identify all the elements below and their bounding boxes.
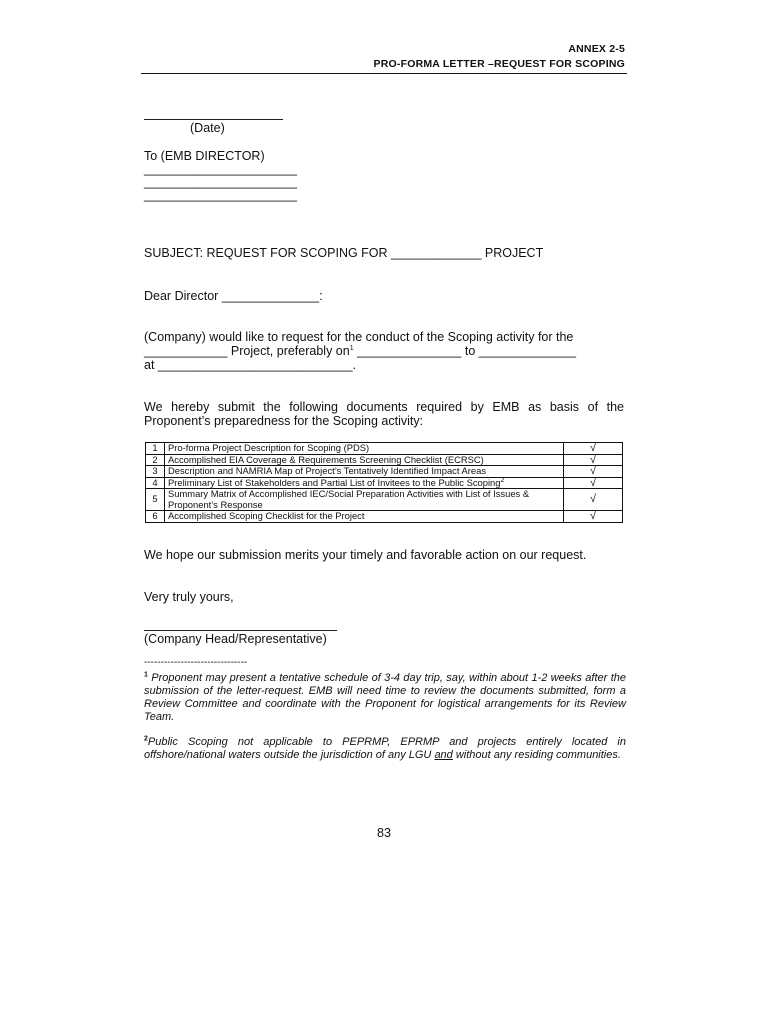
request-line-2	[144, 344, 624, 358]
salutation: Dear Director ______________:	[144, 289, 323, 303]
row-number: 5	[146, 489, 165, 511]
table-row	[146, 489, 623, 511]
table-row	[146, 454, 623, 466]
header-rule	[141, 73, 627, 74]
footnote-text: Proponent may present a tentative schedule of 3-4 day trip, say, within about 1-2 weeks after the submission of the letter-request. EMB will need time to review the documents submitted, form a Review Committee and coordinate with the Proponent for logistical arrangements for its Review Team.	[144, 672, 626, 723]
table-row	[146, 466, 623, 478]
checkmark: √	[564, 477, 623, 489]
row-number: 4	[146, 477, 165, 489]
document-name: Pro-forma Project Description for Scoping (PDS)	[165, 443, 564, 455]
address-line: ______________________	[144, 175, 297, 189]
signature-line	[144, 630, 337, 631]
checkmark: √	[564, 443, 623, 455]
document-name	[165, 477, 564, 489]
table-row	[146, 477, 623, 489]
recipient-address	[144, 163, 624, 202]
request-line-2-dates: _______________ to ______________	[353, 344, 577, 358]
request-paragraph	[144, 330, 624, 372]
footnote-marker: 1	[144, 671, 148, 679]
address-line: ______________________	[144, 188, 297, 202]
table-row	[146, 443, 623, 455]
row-number: 1	[146, 443, 165, 455]
footnote-2	[144, 736, 626, 762]
document-name: Summary Matrix of Accomplished IEC/Social Preparation Activities with List of Issues & Proponent’s Response	[165, 489, 564, 511]
request-line-2-text: ____________ Project, preferably on	[144, 344, 350, 358]
footnote-ref-1: 1	[349, 344, 354, 352]
checkmark: √	[564, 489, 623, 511]
document-name-text: Preliminary List of Stakeholders and Partial List of Invitees to the Public Scoping	[168, 476, 501, 488]
checkmark: √	[564, 454, 623, 466]
footnote-ref-2: 2	[500, 476, 505, 484]
signatory: (Company Head/Representative)	[144, 632, 327, 646]
valediction: Very truly yours,	[144, 590, 234, 604]
date-label: (Date)	[190, 121, 225, 135]
documents-table	[145, 442, 623, 523]
footnote-text-end: without any residing communities.	[452, 749, 621, 761]
submission-paragraph: We hereby submit the following documents required by EMB as basis of the Proponent’s preparedness for the Scoping activity:	[144, 400, 624, 428]
row-number: 3	[146, 466, 165, 478]
footnote-underlined-word: and	[434, 749, 453, 761]
footnote-separator: -------------------------------	[144, 657, 248, 668]
table-row	[146, 511, 623, 523]
page-number: 83	[377, 826, 391, 840]
request-line-1: (Company) would like to request for the conduct of the Scoping activity for the	[144, 330, 574, 344]
footnote-1	[144, 672, 626, 724]
row-number: 6	[146, 511, 165, 523]
closing-line: We hope our submission merits your timely and favorable action on our request.	[144, 548, 587, 562]
annex-label: ANNEX 2-5	[568, 43, 625, 55]
row-number: 2	[146, 454, 165, 466]
footnote-marker: 2	[144, 735, 148, 743]
request-line-3: at ____________________________.	[144, 358, 357, 372]
document-title: PRO-FORMA LETTER –REQUEST FOR SCOPING	[373, 58, 625, 70]
checkmark: √	[564, 511, 623, 523]
document-name: Description and NAMRIA Map of Project’s Tentatively Identified Impact Areas	[165, 466, 564, 478]
checkmark: √	[564, 466, 623, 478]
document-name: Accomplished Scoping Checklist for the Project	[165, 511, 564, 523]
date-blank-line	[144, 119, 283, 120]
recipient-line: To (EMB DIRECTOR)	[144, 149, 265, 163]
footnote-text: Public Scoping not applicable to PEPRMP, EPRMP and projects entirely located in offshore/national waters outside the jurisdiction of any LGU	[144, 736, 626, 761]
document-name: Accomplished EIA Coverage & Requirements Screening Checklist (ECRSC)	[165, 454, 564, 466]
address-line: ______________________	[144, 162, 297, 176]
subject-line: SUBJECT: REQUEST FOR SCOPING FOR _____________ PROJECT	[144, 246, 544, 260]
